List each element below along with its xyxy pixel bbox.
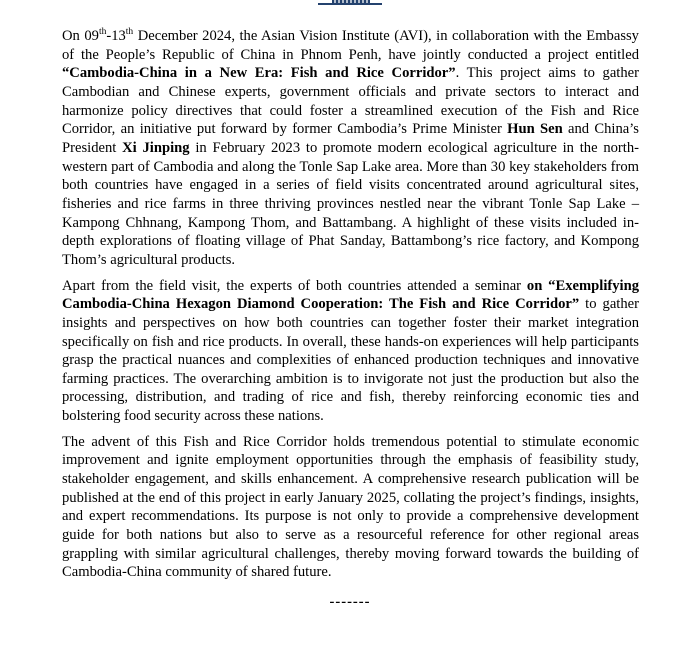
paragraph [62, 27, 639, 270]
bold-run: Xi Jinping [122, 139, 190, 156]
text-run: . This project aims to gather Cambodian and Chinese experts, government officials and private sectors to interact and harmonize policy directives that could foster a streamlined execution of the Fish and Rice Corridor, an initiative put forward by former Cambodia’s Prime Minister [62, 65, 639, 138]
logo-text-remnant [332, 0, 370, 3]
bold-run: Hun Sen [507, 121, 563, 138]
text-run: The advent of this Fish and Rice Corridor holds tremendous potential to stimulate economic improvement and ignite employment opportunities through the emphasis of feasibility study, stakeholder engagement, and skills enhancement. A comprehensive research publication will be published at the end of this project in early January 2025, collating the project’s findings, insights, and expert recommendations. Its purpose is not only to provide a comprehensive development guide for both nations but also to serve as a resourceful reference for other regional areas grappling with similar agricultural challenges, thereby moving forward towards the building of Cambodia-China community of shared future. [62, 433, 639, 581]
clipped-logo-fragment [318, 0, 382, 5]
text-run: to gather insights and perspectives on how both countries can together foster their market integration specifically on fish and rice products. In overall, these hands-on experiences will help participants grasp the practical nuances and complexities of enhanced production techniques and innovative farming practices. The overarching ambition is to invigorate not just the production but also the processing, distribution, and trading of rice and fish, thereby reinforcing economic ties and bolstering food security across these nations. [62, 296, 639, 425]
document-body [62, 27, 639, 589]
text-run: in February 2023 to promote modern ecological agriculture in the north-western part of Cambodia and along the Tonle Sap Lake area. More than 30 key stakeholders from both countries have engaged in a series of field visits concentrated around agricultural sites, fisheries and rice farms in three thriving provinces nestled near the vibrant Tonle Sap Lake – Kampong Chhnang, Kampong Thom, and Battambang. A highlight of these visits included in-depth explorations of floating village of Phat Sanday, Battambong’s rice factory, and Kompong Thom’s agricultural products. [62, 139, 640, 268]
paragraph [62, 277, 639, 426]
superscript-run: th [125, 27, 134, 38]
text-run: December 2024, the Asian Vision Institute (AVI), in collaboration with the Embassy of the People’s Republic of China in Phnom Penh, have jointly conducted a project entitled [62, 28, 639, 63]
text-run: Apart from the field visit, the experts of both countries attended a seminar [62, 277, 527, 294]
end-of-document-marker: ------- [329, 594, 371, 610]
bold-run: on “Exemplifying Cambodia-China Hexagon Diamond Cooperation: The Fish and Rice Corridor” [62, 277, 639, 313]
bold-run: “Cambodia-China in a New Era: Fish and Rice Corridor” [62, 65, 456, 82]
text-run: and China’s President [62, 121, 639, 156]
text-run: -13 [106, 28, 126, 44]
text-run: On 09 [62, 28, 99, 44]
paragraph [62, 433, 639, 582]
superscript-run: th [98, 27, 107, 38]
